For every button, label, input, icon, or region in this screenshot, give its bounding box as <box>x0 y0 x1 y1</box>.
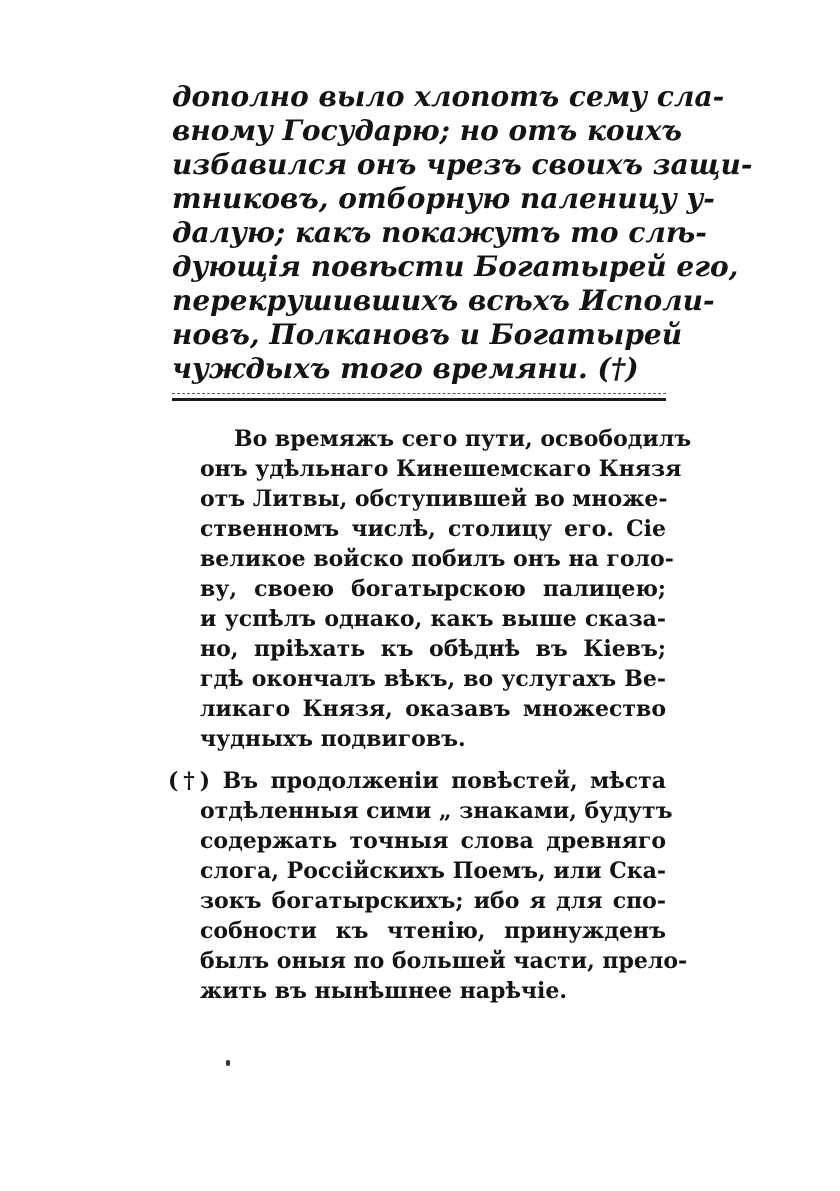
main-text-line: тниковъ, отборную паленицу у- <box>172 182 715 215</box>
footnote-line: и успѣлъ однако, какъ выше сказа- <box>200 606 666 632</box>
main-text-line: далую; какъ покажутъ то слѣ- <box>172 216 707 249</box>
note-line: собности къ чтенію, принужденъ <box>200 918 666 944</box>
separator-rule-thin <box>172 393 666 394</box>
main-text-line: избавился онъ чрезъ своихъ защи- <box>172 148 753 181</box>
note-line-last: жить въ нынѣшнее нарѣчіе. <box>200 978 568 1004</box>
footnote-line-last: чудныхъ подвиговъ. <box>200 726 466 752</box>
note-line: отдѣленныя сими „ знаками, будутъ <box>200 798 673 824</box>
note-line: былъ оныя по большей части, прело- <box>200 948 688 974</box>
footnote-line: Во времяжъ сего пути, освободилъ <box>234 426 692 452</box>
separator-rule <box>172 398 666 401</box>
note-line: содержать точныя слова древняго <box>200 828 666 854</box>
footnote-line: ственномъ числѣ, столицу его. Сіе <box>200 516 666 542</box>
note-line: слога, Россійскихъ Поемъ, или Ска- <box>200 858 666 884</box>
footnote-line: великое войско побилъ онъ на голо- <box>200 546 674 572</box>
main-text-line: дующія повѣсти Богатырей его, <box>172 250 739 283</box>
ink-speck <box>226 1060 230 1066</box>
main-text-line: новъ, Полкановъ и Богатырей <box>172 318 683 351</box>
main-text-line: дополно выло хлопотъ сему сла- <box>172 80 725 113</box>
footnote-line: онъ удѣльнаго Кинешемскаго Князя <box>200 456 682 482</box>
main-text-line: вному Государю; но отъ коихъ <box>172 114 682 147</box>
note-line: (†) Въ продолженіи повѣстей, мѣста <box>168 768 666 794</box>
footnote-line: но, пріѣхать къ обѣднѣ въ Кіевъ; <box>200 636 666 662</box>
main-text-line-last: чуждыхъ того времяни. (†) <box>172 352 639 385</box>
footnote-line: отъ Литвы, обступившей во множе- <box>200 486 668 512</box>
note-line: зокъ богатырскихъ; ибо я для спо- <box>200 888 666 914</box>
footnote-line: ву, своею богатырскою палицею; <box>200 576 666 602</box>
main-text-line: перекрушившихъ всѣхъ Исполи- <box>172 284 715 317</box>
footnote-line: гдѣ окончалъ вѣкъ, во услугахъ Ве- <box>200 666 666 692</box>
footnote-line: ликаго Князя, оказавъ множество <box>200 696 666 722</box>
